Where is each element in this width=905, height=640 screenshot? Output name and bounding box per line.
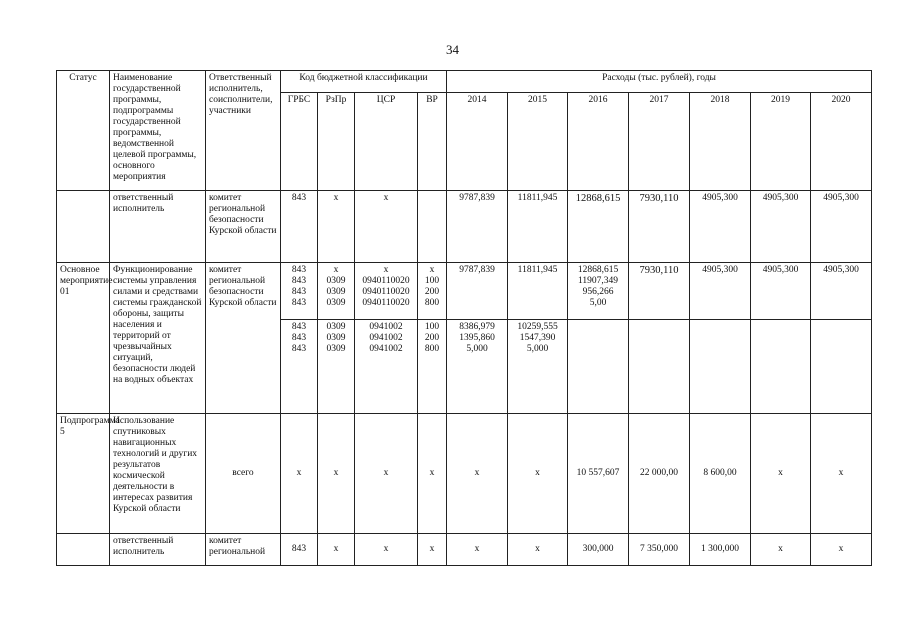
page-number: 34 bbox=[446, 42, 459, 57]
cell-status: Основное мероприятие 01 bbox=[57, 263, 110, 414]
header-vr: ВР bbox=[418, 93, 447, 191]
cell-grbs: 843 843 843 843 bbox=[281, 263, 318, 320]
cell-csr: x 0940110020 0940110020 0940110020 bbox=[355, 263, 418, 320]
cell-grbs: 843 843 843 bbox=[281, 320, 318, 414]
cell-2019: 4905,300 bbox=[751, 191, 811, 263]
header-status: Статус bbox=[57, 71, 110, 191]
cell-2016: 12868,615 bbox=[568, 191, 629, 263]
header-year-2016: 2016 bbox=[568, 93, 629, 191]
cell-2015: x bbox=[508, 414, 568, 534]
header-year-2017: 2017 bbox=[629, 93, 690, 191]
cell-grbs: x bbox=[281, 414, 318, 534]
cell-2020: x bbox=[811, 414, 872, 534]
cell-2015: 11811,945 bbox=[508, 191, 568, 263]
cell-rzpr: x bbox=[318, 414, 355, 534]
cell-name: Использование спутниковых навигационных технологий и других результатов космической деятельности в интересах развития Курской области bbox=[110, 414, 206, 534]
header-year-2015: 2015 bbox=[508, 93, 568, 191]
cell-2019 bbox=[751, 320, 811, 414]
cell-2019: x bbox=[751, 414, 811, 534]
budget-table bbox=[56, 70, 872, 566]
cell-2017: 7930,110 bbox=[629, 191, 690, 263]
cell-responsible: комитет региональной безопасности Курской области bbox=[206, 191, 281, 263]
cell-vr: x bbox=[418, 534, 447, 566]
cell-2017: 22 000,00 bbox=[629, 414, 690, 534]
header-row-1 bbox=[57, 71, 872, 93]
cell-vr bbox=[418, 191, 447, 263]
cell-csr: x bbox=[355, 191, 418, 263]
cell-2018: 1 300,000 bbox=[690, 534, 751, 566]
cell-grbs: 843 bbox=[281, 534, 318, 566]
header-name: Наименование государственной программы, подпрограммы государственной программы, ведомственной целевой программы, основного мероприятия bbox=[110, 71, 206, 191]
cell-2020: 4905,300 bbox=[811, 191, 872, 263]
cell-name: ответственный исполнитель bbox=[110, 534, 206, 566]
cell-2014: 8386,979 1395,860 5,000 bbox=[447, 320, 508, 414]
cell-vr: x bbox=[418, 414, 447, 534]
cell-2018: 8 600,00 bbox=[690, 414, 751, 534]
cell-status bbox=[57, 534, 110, 566]
table-row bbox=[57, 191, 872, 263]
cell-status bbox=[57, 191, 110, 263]
cell-rzpr: 0309 0309 0309 bbox=[318, 320, 355, 414]
cell-2018 bbox=[690, 320, 751, 414]
cell-2016: 10 557,607 bbox=[568, 414, 629, 534]
header-responsible: Ответственный исполнитель, соисполнители, участники bbox=[206, 71, 281, 191]
header-year-2018: 2018 bbox=[690, 93, 751, 191]
cell-2016: 12868,615 11907,349 956,266 5,00 bbox=[568, 263, 629, 320]
cell-vr: 100 200 800 bbox=[418, 320, 447, 414]
cell-2015: x bbox=[508, 534, 568, 566]
cell-2020: 4905,300 bbox=[811, 263, 872, 320]
cell-name: ответственный исполнитель bbox=[110, 191, 206, 263]
table-row bbox=[57, 534, 872, 566]
cell-2014: x bbox=[447, 414, 508, 534]
cell-csr: x bbox=[355, 414, 418, 534]
cell-csr: 0941002 0941002 0941002 bbox=[355, 320, 418, 414]
cell-rzpr: x bbox=[318, 191, 355, 263]
header-year-2020: 2020 bbox=[811, 93, 872, 191]
cell-2019: 4905,300 bbox=[751, 263, 811, 320]
cell-2016: 300,000 bbox=[568, 534, 629, 566]
cell-responsible: всего bbox=[206, 414, 281, 534]
cell-csr: x bbox=[355, 534, 418, 566]
header-budget-code: Код бюджетной классификации bbox=[281, 71, 447, 93]
header-expenses: Расходы (тыс. рублей), годы bbox=[447, 71, 872, 93]
cell-vr: x 100 200 800 bbox=[418, 263, 447, 320]
cell-responsible: комитет региональной безопасности Курской области bbox=[206, 263, 281, 414]
header-year-2019: 2019 bbox=[751, 93, 811, 191]
cell-2015: 10259,555 1547,390 5,000 bbox=[508, 320, 568, 414]
table-row bbox=[57, 414, 872, 534]
cell-rzpr: x bbox=[318, 534, 355, 566]
cell-2017 bbox=[629, 320, 690, 414]
cell-2017: 7 350,000 bbox=[629, 534, 690, 566]
header-csr: ЦСР bbox=[355, 93, 418, 191]
cell-status: Подпрограмма 5 bbox=[57, 414, 110, 534]
cell-2017: 7930,110 bbox=[629, 263, 690, 320]
cell-grbs: 843 bbox=[281, 191, 318, 263]
cell-2018: 4905,300 bbox=[690, 191, 751, 263]
cell-name: Функционирование системы управления силами и средствами системы гражданской обороны, защиты населения и территорий от чрезвычайных ситуаций, безопасности людей на водных объектах bbox=[110, 263, 206, 414]
cell-2016 bbox=[568, 320, 629, 414]
table-row bbox=[57, 263, 872, 320]
cell-2018: 4905,300 bbox=[690, 263, 751, 320]
header-rzpr: РзПр bbox=[318, 93, 355, 191]
header-grbs: ГРБС bbox=[281, 93, 318, 191]
cell-2019: x bbox=[751, 534, 811, 566]
cell-responsible: комитет региональной bbox=[206, 534, 281, 566]
cell-2014: 9787,839 bbox=[447, 191, 508, 263]
cell-2020 bbox=[811, 320, 872, 414]
cell-rzpr: x 0309 0309 0309 bbox=[318, 263, 355, 320]
cell-2014: x bbox=[447, 534, 508, 566]
cell-2014: 9787,839 bbox=[447, 263, 508, 320]
cell-2020: x bbox=[811, 534, 872, 566]
cell-2015: 11811,945 bbox=[508, 263, 568, 320]
header-year-2014: 2014 bbox=[447, 93, 508, 191]
